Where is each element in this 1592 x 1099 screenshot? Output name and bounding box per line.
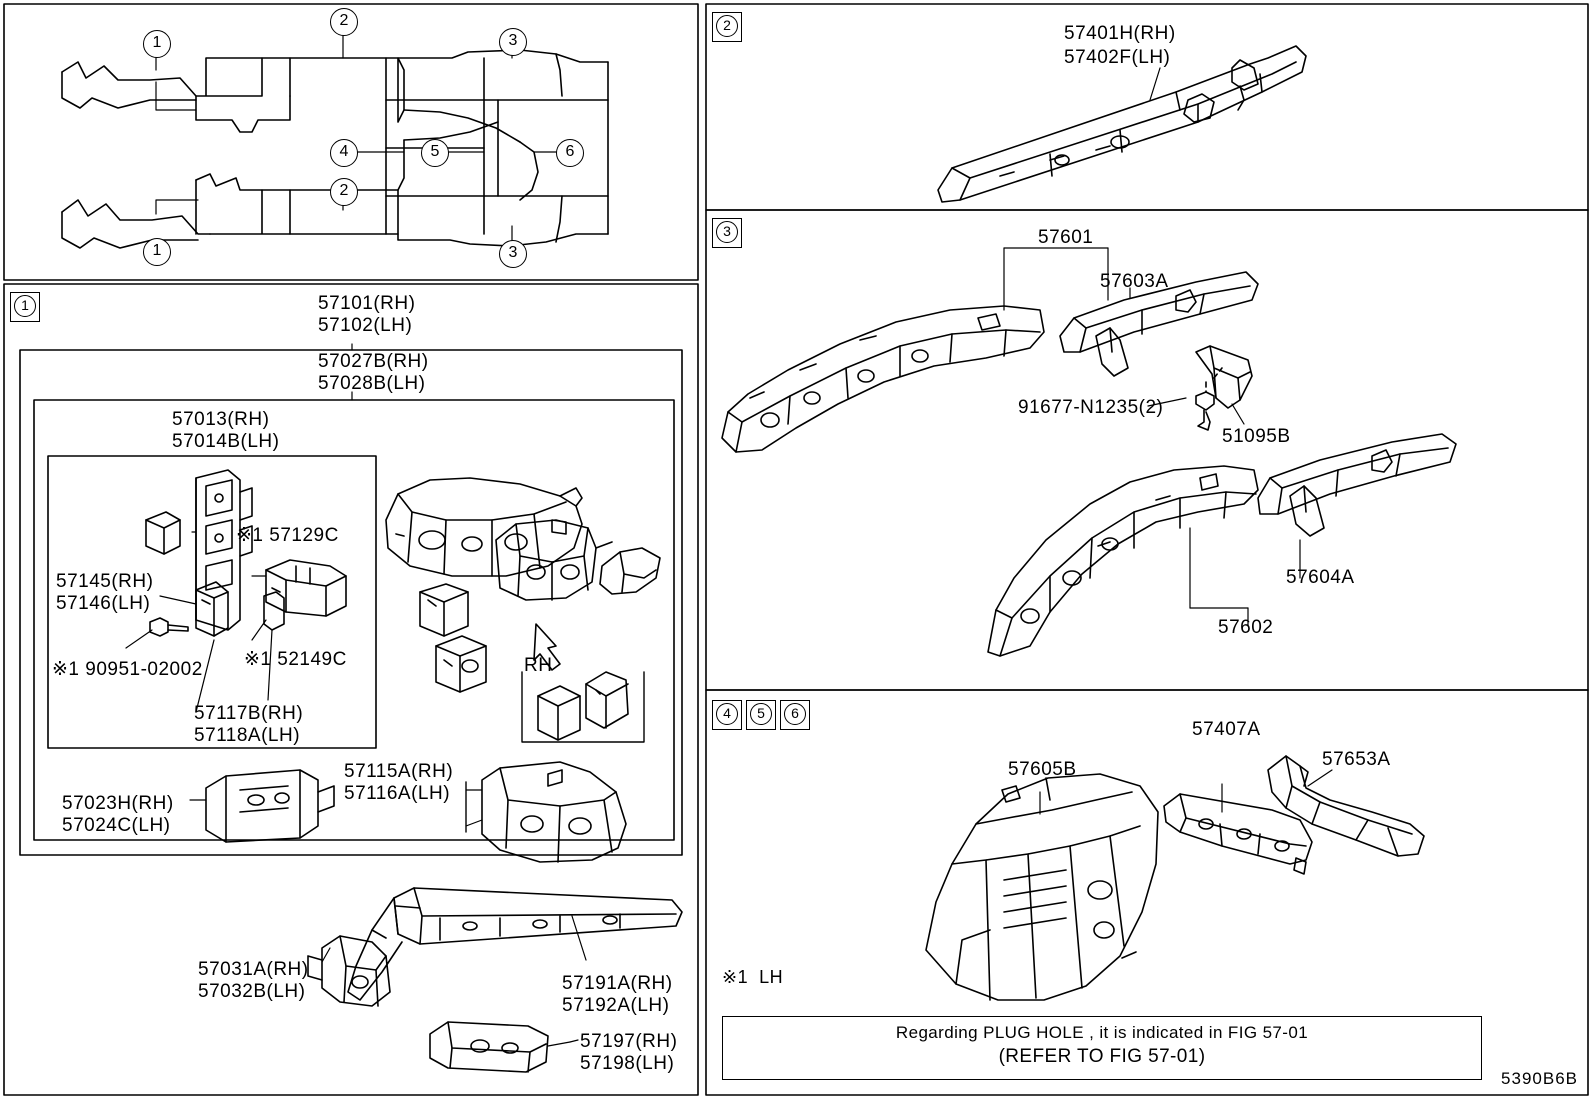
part-label-57118A: 57118A(LH) <box>194 725 301 746</box>
note-lh-marker: ※1 LH <box>722 967 784 987</box>
section-badge-2: 2 <box>712 12 742 42</box>
part-label-57198: 57198(LH) <box>580 1053 675 1074</box>
callout-4: 4 <box>330 139 358 167</box>
callout-5: 5 <box>421 139 449 167</box>
section-badge-5: 5 <box>746 700 776 730</box>
part-label-91677: 91677-N1235(2) <box>1018 397 1164 418</box>
part-label-57115A: 57115A(RH) <box>344 761 454 782</box>
section-badge-4: 4 <box>712 700 742 730</box>
part-label-57014B: 57014B(LH) <box>172 431 280 452</box>
callout-1-lower: 1 <box>143 238 171 266</box>
part-label-57129C: ※1 57129C <box>236 525 339 546</box>
callout-2-upper: 2 <box>330 8 358 36</box>
part-label-57101: 57101(RH) <box>318 293 416 314</box>
part-label-57192A: 57192A(LH) <box>562 995 670 1016</box>
part-label-57402F: 57402F(LH) <box>1064 47 1171 68</box>
part-label-57191A: 57191A(RH) <box>562 973 673 994</box>
part-label-57024C: 57024C(LH) <box>62 815 171 836</box>
part-label-57146: 57146(LH) <box>56 593 151 614</box>
part-label-57401H: 57401H(RH) <box>1064 23 1176 44</box>
part-label-57116A: 57116A(LH) <box>344 783 451 804</box>
section-badge-6: 6 <box>780 700 810 730</box>
part-label-57603A: 57603A <box>1100 271 1169 292</box>
callout-1-upper: 1 <box>143 30 171 58</box>
part-label-57407A: 57407A <box>1192 719 1261 740</box>
callout-3-upper: 3 <box>499 28 527 56</box>
diagram-code-id: 5390B6B <box>1501 1069 1578 1088</box>
part-label-57102: 57102(LH) <box>318 315 413 336</box>
part-label-90951: ※1 90951-02002 <box>52 659 203 680</box>
part-label-57032B: 57032B(LH) <box>198 981 306 1002</box>
part-label-57031A: 57031A(RH) <box>198 959 309 980</box>
part-label-57023H: 57023H(RH) <box>62 793 174 814</box>
part-label-57604A: 57604A <box>1286 567 1355 588</box>
plug-hole-note-box <box>722 1016 1482 1080</box>
callout-2-lower: 2 <box>330 178 358 206</box>
plug-hole-note-line1: Regarding PLUG HOLE , it is indicated in FIG 57-01 <box>895 1023 1309 1042</box>
part-label-57601: 57601 <box>1038 227 1094 248</box>
part-label-57653A: 57653A <box>1322 749 1391 770</box>
part-label-52149C: ※1 52149C <box>244 649 347 670</box>
part-label-57028B: 57028B(LH) <box>318 373 426 394</box>
part-label-51095B: 51095B <box>1222 426 1291 447</box>
plug-hole-note-line2: (REFER TO FIG 57-01) <box>998 1046 1206 1067</box>
part-label-57117B: 57117B(RH) <box>194 703 304 724</box>
part-label-57013: 57013(RH) <box>172 409 270 430</box>
callout-3-lower: 3 <box>499 240 527 268</box>
callout-6: 6 <box>556 139 584 167</box>
part-label-57605B: 57605B <box>1008 759 1077 780</box>
section-badge-1: 1 <box>10 292 40 322</box>
part-label-57027B: 57027B(RH) <box>318 351 429 372</box>
part-label-57602: 57602 <box>1218 617 1274 638</box>
part-label-57145: 57145(RH) <box>56 571 154 592</box>
part-label-57197: 57197(RH) <box>580 1031 678 1052</box>
section-badge-3: 3 <box>712 218 742 248</box>
part-label-rh: RH <box>524 655 553 676</box>
